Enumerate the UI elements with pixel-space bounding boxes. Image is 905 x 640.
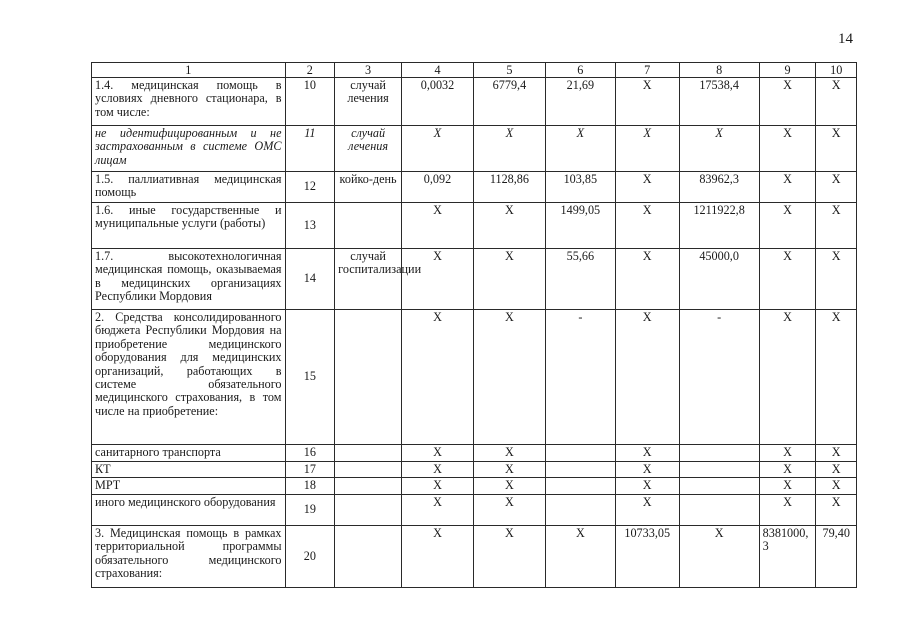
table-cell: X [759, 172, 816, 203]
table-cell: X [473, 478, 545, 494]
table-cell [545, 445, 615, 462]
table-cell: X [816, 462, 857, 478]
row-number: 11 [285, 126, 335, 172]
unit-cell [335, 494, 402, 525]
table-cell [679, 445, 759, 462]
row-number: 13 [285, 203, 335, 249]
table-cell: 10733,05 [615, 525, 679, 587]
page-number: 14 [838, 31, 853, 47]
column-number: 4 [402, 63, 474, 78]
row-label: санитарного транспорта [92, 445, 286, 462]
table-cell: 0,0032 [402, 78, 474, 126]
table-cell: 0,092 [402, 172, 474, 203]
table-cell: X [615, 203, 679, 249]
table-cell: X [759, 462, 816, 478]
table-cell: X [816, 203, 857, 249]
unit-cell [335, 310, 402, 445]
table-cell [545, 462, 615, 478]
table-cell: X [816, 78, 857, 126]
row-number: 17 [285, 462, 335, 478]
row-label: 1.7. высокотехнологичная медицинская помощь, оказываемая в медицинских организациях Республики Мордовия [92, 249, 286, 310]
unit-cell [335, 478, 402, 494]
table-cell [679, 462, 759, 478]
table-cell: X [615, 478, 679, 494]
table-cell: X [545, 525, 615, 587]
table-cell: X [402, 249, 474, 310]
row-number: 15 [285, 310, 335, 445]
table-cell: 1128,86 [473, 172, 545, 203]
row-label: КТ [92, 462, 286, 478]
table-cell: X [615, 445, 679, 462]
table-cell: X [473, 445, 545, 462]
table-cell: X [402, 494, 474, 525]
table-cell: X [679, 126, 759, 172]
table-cell: X [816, 445, 857, 462]
table-cell: X [759, 126, 816, 172]
table-cell: X [679, 525, 759, 587]
table-cell: - [545, 310, 615, 445]
table-cell: X [473, 310, 545, 445]
table-cell: 17538,4 [679, 78, 759, 126]
unit-cell [335, 445, 402, 462]
row-number: 12 [285, 172, 335, 203]
table-cell: X [615, 172, 679, 203]
table-cell: 8381000,3 [759, 525, 816, 587]
table-cell [545, 494, 615, 525]
row-number: 18 [285, 478, 335, 494]
unit-cell: койко-день [335, 172, 402, 203]
unit-cell [335, 525, 402, 587]
table-cell: X [402, 126, 474, 172]
table-cell: X [759, 478, 816, 494]
table-row [92, 478, 857, 494]
table-cell: X [816, 310, 857, 445]
row-number: 16 [285, 445, 335, 462]
table-cell: X [473, 249, 545, 310]
table-row [92, 203, 857, 249]
table-cell: 55,66 [545, 249, 615, 310]
unit-cell: случай госпитализации [335, 249, 402, 310]
row-label: 1.6. иные государственные и муниципальные услуги (работы) [92, 203, 286, 249]
unit-cell: случай лечения [335, 78, 402, 126]
table-cell: X [615, 249, 679, 310]
table-cell: X [759, 445, 816, 462]
column-number-row [92, 63, 857, 78]
table-cell: X [402, 203, 474, 249]
table-cell: X [473, 126, 545, 172]
table-row [92, 78, 857, 126]
unit-cell [335, 462, 402, 478]
table-cell: 1211922,8 [679, 203, 759, 249]
table-cell: X [816, 478, 857, 494]
financing-table [91, 62, 857, 588]
column-number: 7 [615, 63, 679, 78]
table-cell [679, 478, 759, 494]
table-cell: - [679, 310, 759, 445]
unit-cell [335, 203, 402, 249]
table-row [92, 445, 857, 462]
table-row [92, 172, 857, 203]
row-number: 14 [285, 249, 335, 310]
column-number: 8 [679, 63, 759, 78]
table-cell: X [816, 494, 857, 525]
row-label: 1.4. медицинская помощь в условиях дневного стационара, в том числе: [92, 78, 286, 126]
row-label: не идентифицированным и не застрахованным в системе ОМС лицам [92, 126, 286, 172]
column-number: 3 [335, 63, 402, 78]
column-number: 1 [92, 63, 286, 78]
table-cell: X [759, 494, 816, 525]
table-cell: 45000,0 [679, 249, 759, 310]
row-number: 20 [285, 525, 335, 587]
table-cell: X [816, 249, 857, 310]
table-cell: X [759, 78, 816, 126]
table-cell: X [473, 525, 545, 587]
table-cell: 103,85 [545, 172, 615, 203]
row-label: МРТ [92, 478, 286, 494]
table-cell: X [816, 172, 857, 203]
table-cell: X [402, 525, 474, 587]
table-cell: X [402, 478, 474, 494]
table-cell: X [545, 126, 615, 172]
table-cell: X [759, 203, 816, 249]
table-row [92, 249, 857, 310]
table-cell: X [473, 203, 545, 249]
table-cell: X [473, 494, 545, 525]
table-row [92, 525, 857, 587]
table-cell: X [402, 462, 474, 478]
table-cell: X [759, 310, 816, 445]
table-cell: 83962,3 [679, 172, 759, 203]
table-row [92, 462, 857, 478]
row-label: 1.5. паллиативная медицинская помощь [92, 172, 286, 203]
table-row [92, 126, 857, 172]
column-number: 9 [759, 63, 816, 78]
unit-cell: случай лечения [335, 126, 402, 172]
table-cell: X [402, 310, 474, 445]
column-number: 5 [473, 63, 545, 78]
table-cell: X [816, 126, 857, 172]
row-label: иного медицинского оборудования [92, 494, 286, 525]
table-row [92, 310, 857, 445]
table-cell: X [473, 462, 545, 478]
row-label: 2. Средства консолидированного бюджета Республики Мордовия на приобретение медицинского оборудования для медицинских организаций, работающих в системе обязательного медицинского страхования, в том числе на приобретение: [92, 310, 286, 445]
table-row [92, 494, 857, 525]
table-cell: X [615, 462, 679, 478]
table-cell: X [615, 126, 679, 172]
column-number: 10 [816, 63, 857, 78]
table-cell: X [615, 310, 679, 445]
table-cell: X [759, 249, 816, 310]
table-cell: 79,40 [816, 525, 857, 587]
column-number: 2 [285, 63, 335, 78]
table-cell: X [615, 78, 679, 126]
row-label: 3. Медицинская помощь в рамках территориальной программы обязательного медицинского страхования: [92, 525, 286, 587]
table-cell: 1499,05 [545, 203, 615, 249]
row-number: 19 [285, 494, 335, 525]
table-cell: X [402, 445, 474, 462]
table-cell: X [615, 494, 679, 525]
table-cell [545, 478, 615, 494]
column-number: 6 [545, 63, 615, 78]
row-number: 10 [285, 78, 335, 126]
table-cell: 21,69 [545, 78, 615, 126]
table-cell: 6779,4 [473, 78, 545, 126]
table-cell [679, 494, 759, 525]
